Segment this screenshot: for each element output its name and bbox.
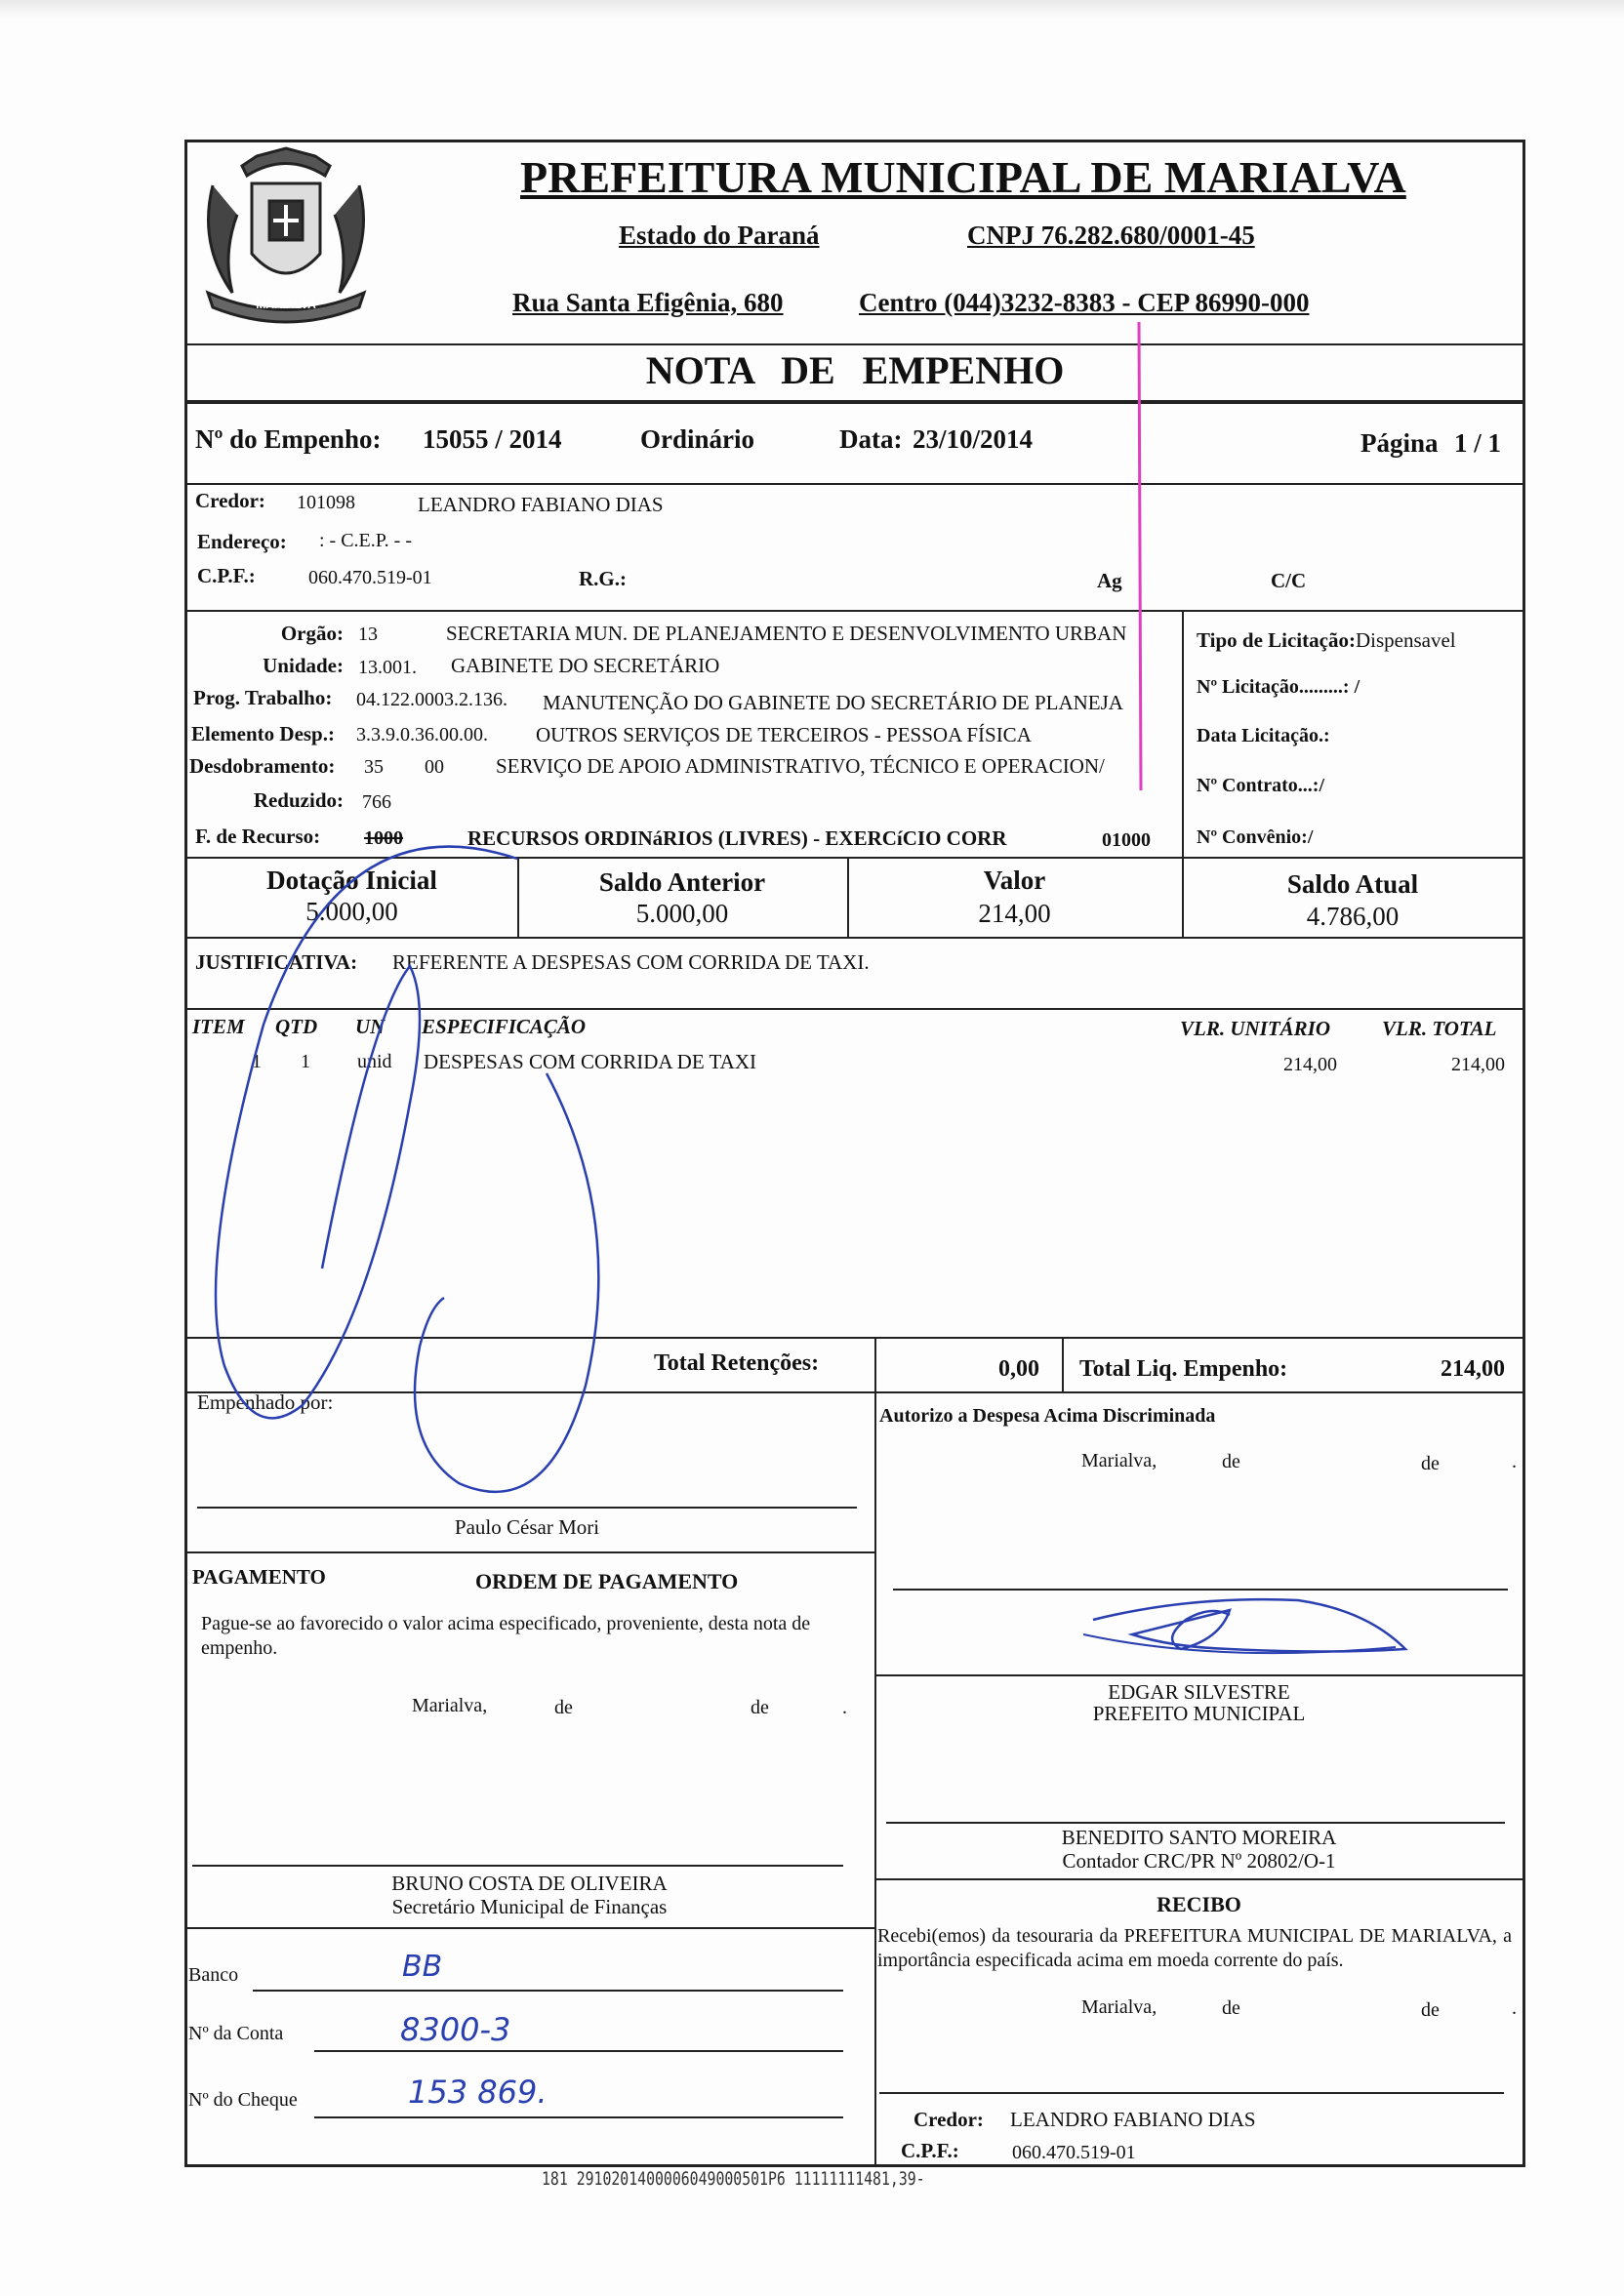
secretario-role: Secretário Municipal de Finanças bbox=[391, 1895, 668, 1918]
saldo-anterior-value: 5.000,00 bbox=[635, 899, 729, 928]
empenho-date: 23/10/2014 bbox=[913, 424, 1034, 454]
dotacao-value: 5.000,00 bbox=[305, 897, 398, 926]
prog-desc: MANUTENÇÃO DO GABINETE DO SECRETÁRIO DE PLANEJA bbox=[543, 691, 1123, 714]
pagamento-place: Marialva, bbox=[412, 1695, 488, 1716]
banco-label: Banco bbox=[188, 1964, 239, 1986]
contador-role: Contador CRC/PR Nº 20802/O-1 bbox=[1062, 1849, 1336, 1873]
credor-code: 101098 bbox=[297, 492, 355, 513]
empenho-number-label: Nº do Empenho: bbox=[195, 424, 382, 454]
unidade-desc: GABINETE DO SECRETÁRIO bbox=[451, 654, 720, 677]
recibo-place: Marialva, bbox=[1081, 1996, 1157, 2018]
banco-handwritten: BB bbox=[402, 1950, 443, 1984]
unidade-code: 13.001. bbox=[358, 657, 417, 678]
autorizo-de2: de bbox=[1421, 1453, 1440, 1474]
item-col-header: ITEM bbox=[192, 1015, 245, 1038]
vlr-total-col-header: VLR. TOTAL bbox=[1382, 1017, 1497, 1040]
recibo-de2: de bbox=[1421, 1999, 1440, 2021]
credor-cpf: 060.470.519-01 bbox=[308, 567, 432, 588]
saldo-atual-value: 4.786,00 bbox=[1306, 902, 1400, 931]
pagamento-de2: de bbox=[751, 1697, 769, 1718]
recibo-label: RECIBO bbox=[1157, 1892, 1241, 1916]
item-cell: 1 bbox=[252, 1051, 262, 1072]
autorizo-dot: . bbox=[1512, 1451, 1517, 1472]
empenho-number: 15055 / 2014 bbox=[423, 424, 562, 454]
address-label: Endereço: bbox=[197, 530, 287, 553]
recibo-credor-label: Credor: bbox=[914, 2108, 984, 2131]
vlr-unitario-cell: 214,00 bbox=[1283, 1054, 1337, 1075]
recibo-de1: de bbox=[1222, 1997, 1240, 2019]
vlr-total-cell: 214,00 bbox=[1451, 1054, 1505, 1075]
fonte-desc: RECURSOS ORDINáRIOS (LIVRES) - EXERCíCIO CORR bbox=[467, 826, 1007, 850]
unidade-label: Unidade: bbox=[263, 654, 344, 677]
un-col-header: UN bbox=[355, 1015, 386, 1038]
desdobramento-label: Desdobramento: bbox=[189, 754, 336, 778]
district-phone-cep: Centro (044)3232-8383 - CEP 86990-000 bbox=[859, 288, 1310, 317]
especificacao-cell: DESPESAS COM CORRIDA DE TAXI bbox=[424, 1050, 756, 1073]
cheque-handwritten: 153 869. bbox=[408, 2074, 548, 2111]
ag-label: Ag bbox=[1097, 569, 1122, 592]
footer-code: 181 2910201400006049000501P6 11111111481,39- bbox=[542, 2168, 925, 2190]
desdobramento-desc: SERVIÇO DE APOIO ADMINISTRATIVO, TÉCNICO E OPERACION/ bbox=[496, 754, 1105, 778]
credor-label: Credor: bbox=[195, 489, 265, 512]
cpf-label: C.P.F.: bbox=[197, 564, 256, 587]
vlr-unitario-col-header: VLR. UNITÁRIO bbox=[1180, 1017, 1331, 1040]
elemento-code: 3.3.9.0.36.00.00. bbox=[356, 724, 488, 745]
pagamento-text: Pague-se ao favorecido o valor acima especificado, proveniente, desta nota de empenho. bbox=[201, 1613, 811, 1659]
prefeito-name: EDGAR SILVESTRE bbox=[1108, 1680, 1290, 1704]
elemento-label: Elemento Desp.: bbox=[191, 722, 335, 745]
licitacao-number: Nº Licitação.........: / bbox=[1197, 676, 1360, 698]
orgao-label: Orgão: bbox=[280, 622, 344, 645]
street-address: Rua Santa Efigênia, 680 bbox=[512, 288, 784, 317]
autorizo-label: Autorizo a Despesa Acima Discriminada bbox=[879, 1405, 1216, 1427]
licitacao-type-label: Tipo de Licitação: bbox=[1197, 628, 1356, 652]
empenhado-name: Paulo César Mori bbox=[454, 1515, 600, 1539]
orgao-code: 13 bbox=[358, 624, 378, 645]
recibo-cpf-label: C.P.F.: bbox=[901, 2139, 959, 2162]
contador-name: BENEDITO SANTO MOREIRA bbox=[1061, 1826, 1337, 1849]
empenho-type: Ordinário bbox=[640, 424, 755, 454]
empenhado-label: Empenhado por: bbox=[197, 1390, 334, 1414]
retencoes-label: Total Retenções: bbox=[654, 1350, 820, 1376]
secretario-name: BRUNO COSTA DE OLIVEIRA bbox=[391, 1872, 668, 1895]
liq-empenho-value: 214,00 bbox=[1441, 1356, 1505, 1382]
page-number: 1 / 1 bbox=[1454, 428, 1502, 458]
autorizo-place: Marialva, bbox=[1081, 1450, 1157, 1471]
cnpj: CNPJ 76.282.680/0001-45 bbox=[967, 221, 1255, 250]
convenio: Nº Convênio:/ bbox=[1197, 826, 1314, 848]
especificacao-col-header: ESPECIFICAÇÃO bbox=[422, 1015, 587, 1038]
pagamento-label: PAGAMENTO bbox=[192, 1565, 326, 1589]
credor-address: : - C.E.P. - - bbox=[319, 530, 412, 551]
contrato: Nº Contrato...:/ bbox=[1197, 775, 1325, 796]
dotacao-label: Dotação Inicial bbox=[266, 866, 437, 895]
licitacao-type-value: Dispensavel bbox=[1355, 628, 1456, 652]
desdobramento-code: 35 bbox=[364, 756, 384, 778]
fonte-sub: 01000 bbox=[1102, 829, 1151, 851]
prefeito-signature-icon bbox=[1074, 1581, 1425, 1688]
fonte-label: F. de Recurso: bbox=[195, 825, 321, 848]
recibo-credor-name: LEANDRO FABIANO DIAS bbox=[1010, 2108, 1256, 2131]
licitacao-date: Data Licitação.: bbox=[1197, 725, 1330, 746]
saldo-anterior-label: Saldo Anterior bbox=[598, 867, 766, 897]
qtd-col-header: QTD bbox=[275, 1015, 318, 1038]
justificativa-label: JUSTIFICATIVA: bbox=[195, 950, 358, 974]
prefecture-title: PREFEITURA MUNICIPAL DE MARIALVA bbox=[520, 152, 1406, 202]
conta-label: Nº da Conta bbox=[188, 2023, 284, 2044]
ordem-pagamento-label: ORDEM DE PAGAMENTO bbox=[475, 1569, 739, 1593]
valor-value: 214,00 bbox=[978, 899, 1051, 928]
fonte-code: 1000 bbox=[364, 827, 403, 849]
cc-label: C/C bbox=[1271, 569, 1307, 592]
prog-code: 04.122.0003.2.136. bbox=[356, 689, 508, 710]
cheque-label: Nº do Cheque bbox=[188, 2089, 298, 2111]
recibo-text: Recebi(emos) da tesouraria da PREFEITURA MUNICIPAL DE MARIALVA, a importância especificada acima em moeda corrente do país. bbox=[877, 1925, 1512, 1971]
state-name: Estado do Paraná bbox=[619, 221, 820, 250]
seal-text: MARIALVA bbox=[256, 298, 316, 311]
conta-handwritten: 8300-3 bbox=[400, 2011, 511, 2048]
rg-label: R.G.: bbox=[579, 567, 627, 590]
elemento-desc: OUTROS SERVIÇOS DE TERCEIROS - PESSOA FÍSICA bbox=[536, 723, 1032, 746]
page-label: Página bbox=[1360, 428, 1439, 458]
liq-empenho-label: Total Liq. Empenho: bbox=[1079, 1356, 1288, 1382]
un-cell: unid bbox=[357, 1051, 392, 1072]
valor-label: Valor bbox=[983, 866, 1046, 895]
saldo-atual-label: Saldo Atual bbox=[1286, 869, 1419, 899]
recibo-cpf: 060.470.519-01 bbox=[1012, 2142, 1136, 2163]
reduzido-label: Reduzido: bbox=[253, 788, 344, 812]
reduzido-value: 766 bbox=[362, 791, 391, 813]
pagamento-dot: . bbox=[842, 1697, 847, 1718]
orgao-desc: SECRETARIA MUN. DE PLANEJAMENTO E DESENVOLVIMENTO URBAN bbox=[446, 622, 1127, 645]
desdobramento-sub: 00 bbox=[425, 756, 444, 778]
qtd-cell: 1 bbox=[301, 1051, 310, 1072]
credor-name: LEANDRO FABIANO DIAS bbox=[418, 493, 664, 516]
recibo-dot: . bbox=[1512, 1997, 1517, 2019]
autorizo-de1: de bbox=[1222, 1451, 1240, 1472]
justificativa-text: REFERENTE A DESPESAS COM CORRIDA DE TAXI. bbox=[392, 950, 870, 974]
pagamento-de1: de bbox=[554, 1697, 573, 1718]
date-label: Data: bbox=[839, 424, 903, 454]
document-title: NOTA DE EMPENHO bbox=[645, 348, 1065, 392]
retencoes-value: 0,00 bbox=[998, 1356, 1039, 1382]
prog-label: Prog. Trabalho: bbox=[193, 686, 333, 709]
prefeito-role: PREFEITO MUNICIPAL bbox=[1092, 1702, 1306, 1725]
